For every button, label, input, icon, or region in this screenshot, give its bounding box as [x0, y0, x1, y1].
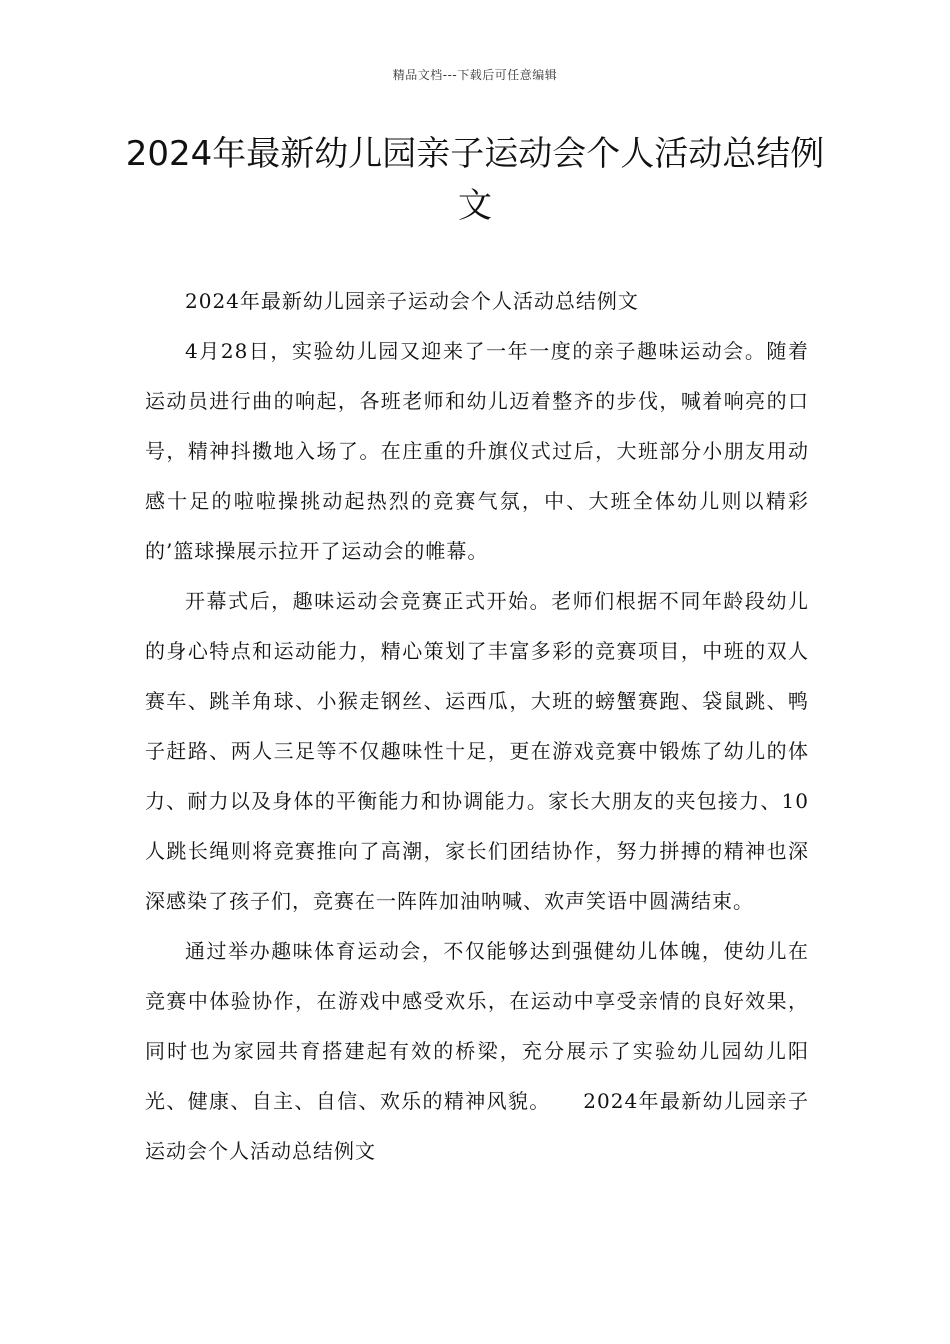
- page-header-note: 精品文档---下载后可任意编辑: [392, 68, 558, 82]
- paragraph-subtitle: 2024年最新幼儿园亲子运动会个人活动总结例文: [185, 289, 639, 313]
- paragraph-opening: 4月28日，实验幼儿园又迎来了一年一度的亲子趣味运动会。随着运动员进行曲的响起，各班老师和幼儿迈着整齐的步伐，喊着响亮的口号，精神抖擞地入场了。在庄重的升旗仪式过后，大班部分小朋友用动感十足的啦啦操挑动起热烈的竞赛气氛，中、大班全体幼儿则以精彩的’篮球操展示拉开了运动会的帷幕。: [145, 339, 809, 563]
- document-body: [145, 276, 809, 1176]
- paragraph-competition: 开幕式后，趣味运动会竞赛正式开始。老师们根据不同年龄段幼儿的身心特点和运动能力，精心策划了丰富多彩的竞赛项目，中班的双人赛车、跳羊角球、小猴走钢丝、运西瓜，大班的螃蟹赛跑、袋鼠跳、鸭子赶路、两人三足等不仅趣味性十足，更在游戏竞赛中锻炼了幼儿的体力、耐力以及身体的平衡能力和协调能力。家长大朋友的夹包接力、10人跳长绳则将竞赛推向了高潮，家长们团结协作，努力拼搏的精神也深深感染了孩子们，竞赛在一阵阵加油呐喊、欢声笑语中圆满结束。: [145, 589, 809, 913]
- paragraph-conclusion: 通过举办趣味体育运动会，不仅能够达到强健幼儿体魄，使幼儿在竞赛中体验协作，在游戏中感受欢乐，在运动中享受亲情的良好效果，同时也为家园共育搭建起有效的桥梁，充分展示了实验幼儿园幼儿阳光、健康、自主、自信、欢乐的精神风貌。 2024年最新幼儿园亲子运动会个人活动总结例文: [145, 939, 809, 1163]
- document-title: 2024年最新幼儿园亲子运动会个人活动总结例文: [125, 134, 825, 226]
